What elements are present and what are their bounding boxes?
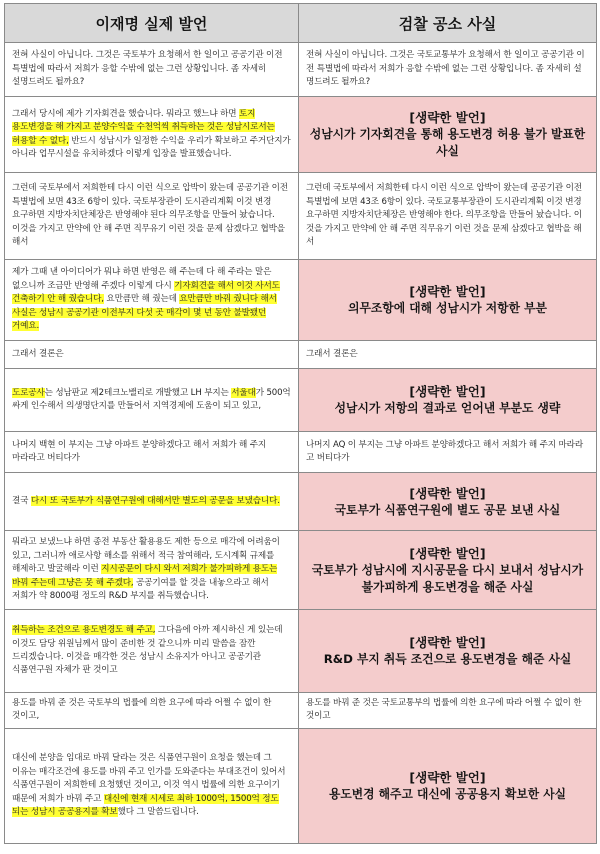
omitted-statement-cell bbox=[299, 260, 597, 341]
table-row bbox=[5, 728, 597, 843]
omitted-description: 성남시가 저항의 결과로 얻어낸 부분도 생략 bbox=[334, 401, 561, 415]
actual-statement-cell bbox=[5, 432, 299, 473]
omitted-statement-cell bbox=[299, 610, 597, 693]
indictment-text-cell bbox=[299, 173, 597, 260]
statement-text: 는 성남판교 제2테크노밸리로 개발했고 LH 부지는 bbox=[44, 387, 232, 398]
table-row bbox=[5, 97, 597, 173]
comparison-table bbox=[4, 3, 597, 844]
highlighted-text: 대신에 현재 시세로 최하 1000억, 1500억 정도 되는 성남시 공공용지를 확보 bbox=[12, 793, 279, 817]
actual-statement-cell bbox=[5, 260, 299, 341]
actual-statement-cell bbox=[5, 473, 299, 531]
highlighted-text: 토지 용도변경을 해 가지고 분양수익을 수천억씩 취득하는 것은 성남시로서는 허용할 수 없다, bbox=[12, 108, 275, 146]
highlighted-text: 다시 또 국토부가 식품연구원에 대해서만 별도의 공문을 보냈습니다. bbox=[30, 495, 280, 506]
actual-statement-cell bbox=[5, 693, 299, 729]
omitted-tag: [생략한 발언] bbox=[409, 485, 486, 501]
omitted-statement-cell bbox=[299, 473, 597, 531]
highlighted-text: 지시공문이 다시 와서 저희가 불가피하게 용도는 바꿔 주는데 그냥은 못 해 주겠다, bbox=[12, 564, 278, 588]
omitted-tag: [생략한 발언] bbox=[409, 635, 486, 650]
table-row bbox=[5, 369, 597, 432]
actual-statement-cell bbox=[5, 43, 299, 97]
actual-statement-cell bbox=[5, 173, 299, 260]
highlighted-text: 도로공사 bbox=[12, 387, 45, 398]
omitted-statement-cell bbox=[299, 728, 597, 843]
indictment-text: 그런데 국토부에서 저희한테 다시 이런 식으로 압박이 왔는데 공공기관 이전 특별법에 보면 43조 6항이 있다. 국토교통부장관이 도시관리계획 이것 변경 요구하면 지방자치단체장은 반영해야 한다. 의무조항을 만들어 놨습니다. 이것을 가지고 만약에 안 해 주면 직무유기 이런 것을 문제 삼겠다고 협박을 해서 bbox=[306, 183, 582, 248]
table-row bbox=[5, 531, 597, 610]
statement-text: 전혀 사실이 아닙니다. 그것은 국토부가 요청해서 한 일이고 공공기관 이전 특별법에 따라서 저희가 응할 수밖에 없는 그런 상황입니다. 좀 자세히 설명드려도 될까요? bbox=[12, 50, 283, 88]
right-column-header: 검찰 공소 사실 bbox=[299, 4, 597, 43]
statement-text: 그래서 결론은 bbox=[12, 348, 64, 359]
omitted-tag: [생략한 발언] bbox=[409, 284, 486, 299]
statement-text: 나머지 백현 이 부지는 그냥 아파트 분양하겠다고 해서 저희가 해 주지 마라라고 버티다가 bbox=[12, 439, 267, 463]
omitted-description: 용도변경 해주고 대신에 공공용지 확보한 사실 bbox=[328, 786, 567, 801]
table-row bbox=[5, 43, 597, 97]
actual-statement-cell bbox=[5, 728, 299, 843]
omitted-statement-cell bbox=[299, 97, 597, 173]
statement-text: 요만큼만 해 줬는데 bbox=[103, 294, 180, 305]
indictment-text-cell bbox=[299, 341, 597, 369]
table-row bbox=[5, 610, 597, 693]
actual-statement-cell bbox=[5, 531, 299, 610]
statement-text: 반드시 성남시가 일정한 수익을 우리가 확보하고 주거단지가 아니라 업무시설을 유치하겠다 이렇게 입장을 발표했습니다. bbox=[12, 135, 291, 159]
statement-text: 대신에 분양을 임대로 바꿔 달라는 것은 식품연구원이 요청을 했는데 그 이유는 매각조건에 용도를 바꿔 주고 인가를 도와준다는 부대조건이 있어서 식품연구원이 저희한테 요청했던 것이고, 이것 역시 법률에 의한 요구이기 때문에 저희가 바꿔 주고 bbox=[12, 753, 286, 804]
omitted-tag: [생략한 발언] bbox=[409, 545, 486, 561]
omitted-statement-cell bbox=[299, 531, 597, 610]
omitted-tag: [생략한 발언] bbox=[409, 769, 486, 785]
indictment-text: 나머지 AQ 이 부지는 그냥 아파트 분양하겠다고 해서 저희가 해 주지 마라라고 버티다가 bbox=[306, 439, 583, 463]
table-header-row bbox=[5, 4, 597, 43]
statement-text: 가 500억 싸게 인수해서 의생명단지를 만들어서 지역경제에 도움이 되고 있고, bbox=[12, 387, 291, 411]
statement-text: 그런데 국토부에서 저희한테 다시 이런 식으로 압박이 왔는데 공공기관 이전 특별법에 보면 43조 6항이 있다. 국토부장관이 도시관리계획 이것 변경 요구하면 지방자치단체장은 반영해야 된다 의무조항을 만들어 놨습니다. 이것을 가지고 만약에 안 해 주면 직무유기 이런 것을 문제 삼겠다고 협박을 해서 bbox=[12, 183, 288, 248]
actual-statement-cell bbox=[5, 97, 299, 173]
highlighted-text: 기자회견을 해서 이것 사서도 건축하기 안 해 줬습니다, bbox=[12, 280, 280, 305]
statement-text: 그래서 당시에 제가 기자회견을 했습니다. 뭐라고 했느냐 하면 bbox=[12, 108, 240, 119]
statement-text: 했다 그 말씀드립니다. bbox=[117, 806, 199, 817]
omitted-tag: [생략한 발언] bbox=[409, 110, 486, 125]
table-row bbox=[5, 693, 597, 729]
indictment-text-cell bbox=[299, 43, 597, 97]
actual-statement-cell bbox=[5, 369, 299, 432]
statement-text: 공공기여를 할 것을 내놓으라고 해서 저희가 약 8000평 정도의 R&D 부지를 취득했습니다. bbox=[12, 577, 269, 602]
statement-text: 용도를 바꿔 준 것은 국토부의 법률에 의한 요구에 따라 어쩔 수 없이 한 것이고, bbox=[12, 698, 272, 722]
table-row bbox=[5, 173, 597, 260]
table-row bbox=[5, 432, 597, 473]
omitted-description: R&D 부지 취득 조건으로 용도변경을 해준 사실 bbox=[323, 652, 572, 666]
omitted-description: 국토부가 성남시에 지시공문을 다시 보내서 성남시가 불가피하게 용도변경을 해준 사실 bbox=[311, 562, 584, 594]
omitted-description: 성남시가 기자회견을 통해 용도변경 허용 불가 발표한 사실 bbox=[309, 127, 586, 158]
indictment-text-cell bbox=[299, 432, 597, 473]
actual-statement-cell bbox=[5, 341, 299, 369]
omitted-tag: [생략한 발언] bbox=[409, 384, 486, 399]
comparison-document bbox=[4, 3, 596, 844]
statement-text: 제가 그때 낸 아이디어가 뭐냐 하면 반영은 해 주는데 다 해 주라는 말은 없으니까 조금만 반영해 주겠다 이렇게 다시 bbox=[12, 267, 272, 291]
actual-statement-cell bbox=[5, 610, 299, 693]
table-row bbox=[5, 260, 597, 341]
table-row bbox=[5, 473, 597, 531]
indictment-text: 용도를 바꿔 준 것은 국토교통부의 법률에 의한 요구에 따라 어쩔 수 없이 한 것이고 bbox=[306, 698, 582, 722]
indictment-text: 전혀 사실이 아닙니다. 그것은 국토교통부가 요청해서 한 일이고 공공기관 이전 특별법에 따라서 저희가 응할 수밖에 없는 그런 상황입니다. 좀 자세히 설명드려도 될까요? bbox=[306, 50, 585, 88]
indictment-text: 그래서 결론은 bbox=[306, 348, 358, 359]
omitted-statement-cell bbox=[299, 369, 597, 432]
statement-text: 그다음에 아까 제시하신 게 있는데 이것도 담당 위원님께서 많이 준비한 것 같으니까 미리 말씀을 잠깐 드리겠습니다. 이것을 매각한 것은 성남시 소유지가 아니고 공공기관 식품연구원 자체가 판 것이고 bbox=[12, 625, 283, 676]
indictment-text-cell bbox=[299, 693, 597, 729]
omitted-description: 의무조항에 대해 성남시가 저항한 부분 bbox=[348, 301, 547, 315]
highlighted-text: 요만큼만 바꿔 줬니다 해서 사실은 성남시 공공기관 이전부지 다섯 곳 매각이 몇 년 동안 불발됐던 거예요. bbox=[12, 294, 277, 332]
omitted-description: 국토부가 식품연구원에 별도 공문 보낸 사실 bbox=[334, 502, 561, 517]
table-row bbox=[5, 341, 597, 369]
left-column-header: 이재명 실제 발언 bbox=[5, 4, 299, 43]
statement-text: 결국 bbox=[12, 495, 31, 506]
highlighted-text: 서울대 bbox=[231, 387, 256, 398]
highlighted-text: 취득하는 조건으로 용도변경도 해 주고, bbox=[12, 625, 156, 636]
statement-text: 뭐라고 보냈느냐 하면 종전 부동산 활용용도 제한 등으로 매각에 어려움이 있고, 그러니까 애로사항 해소를 위해서 적극 참여해라, 도시계획 규제를 해제하고 발굴해라 이런 bbox=[12, 537, 280, 575]
